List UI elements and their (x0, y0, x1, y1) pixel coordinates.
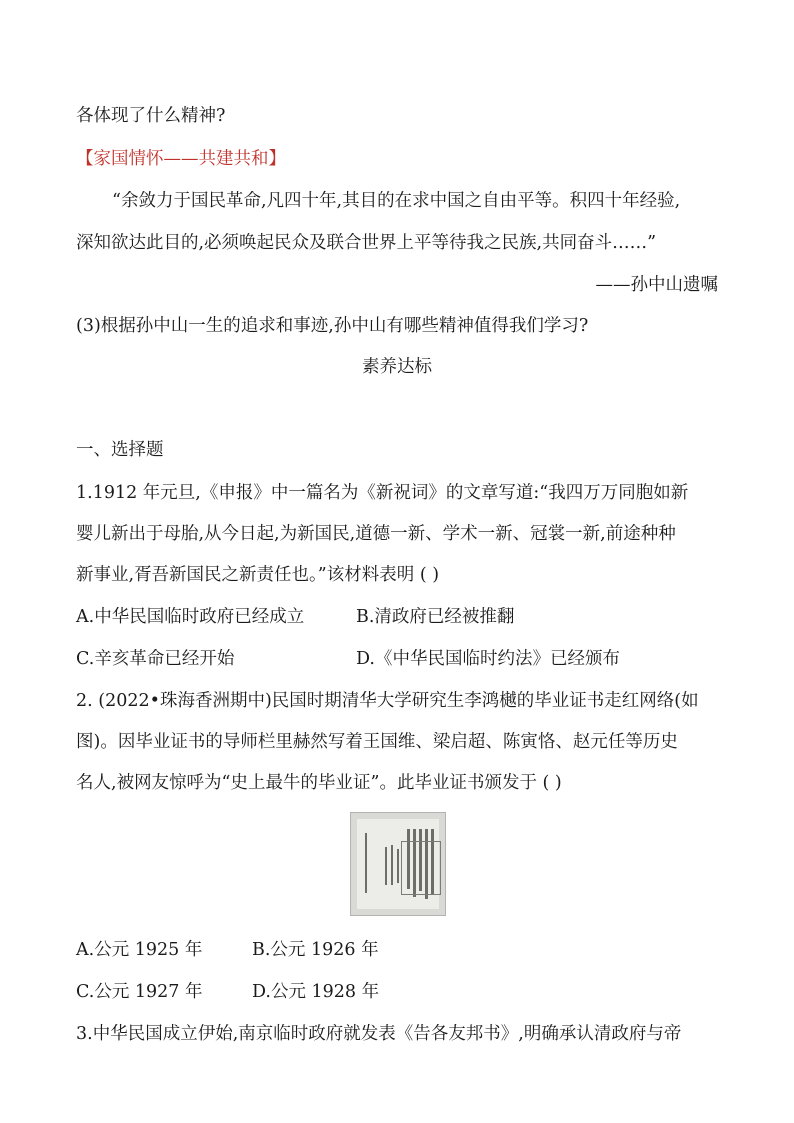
q2-option-a: A.公元 1925 年 (76, 940, 203, 960)
diploma-text-column (391, 845, 393, 885)
section-heading: 素养达标 (362, 357, 432, 377)
q2-option-b: B.公元 1926 年 (252, 940, 379, 960)
q2-option-c: C.公元 1927 年 (76, 982, 203, 1002)
intro-line: 各体现了什么精神? (76, 106, 226, 126)
diploma-paper (357, 819, 439, 909)
diploma-frame (401, 841, 441, 895)
diploma-text-column (385, 847, 387, 885)
diploma-date-column (365, 833, 367, 893)
q3-line-1: 3.中华民国成立伊始,南京临时政府就发表《告各友邦书》,明确承认清政府与帝 (76, 1024, 682, 1044)
q2-line-1: 2. (2022•珠海香洲期中)民国时期清华大学研究生李鸿樾的毕业证书走红网络(如 (76, 691, 699, 711)
quote-line-2: 深知欲达此目的,必须唤起民众及联合世界上平等待我之民族,共同奋斗……” (76, 233, 657, 253)
section-header: 【家国情怀——共建共和】 (76, 149, 286, 169)
q1-option-a: A.中华民国临时政府已经成立 (76, 607, 305, 627)
q1-option-d: D.《中华民国临时约法》已经颁布 (356, 649, 620, 669)
q2-line-2: 图)。因毕业证书的导师栏里赫然写着王国维、梁启超、陈寅恪、赵元任等历史 (76, 732, 678, 752)
quote-line-1: “余敛力于国民革命,凡四十年,其目的在求中国之自由平等。积四十年经验, (112, 191, 681, 211)
q2-option-d: D.公元 1928 年 (252, 982, 380, 1002)
q1-line-1: 1.1912 年元旦,《申报》中一篇名为《新祝词》的文章写道:“我四万万同胞如新 (76, 483, 689, 503)
diploma-image (350, 812, 446, 916)
q2-line-3: 名人,被网友惊呼为“史上最牛的毕业证”。此毕业证书颁发于 ( ) (76, 773, 562, 793)
q1-line-3: 新事业,胥吾新国民之新责任也。”该材料表明 ( ) (76, 565, 440, 585)
q1-option-b: B.清政府已经被推翻 (356, 607, 515, 627)
quote-attribution: ——孙中山遗嘱 (595, 275, 718, 295)
q1-option-c: C.辛亥革命已经开始 (76, 649, 235, 669)
q1-line-2: 婴儿新出于母胎,从今日起,为新国民,道德一新、学术一新、冠裳一新,前途种种 (76, 524, 676, 544)
part-title: 一、选择题 (76, 440, 164, 460)
question-3: (3)根据孙中山一生的追求和事迹,孙中山有哪些精神值得我们学习? (76, 316, 589, 336)
diploma-text-column (397, 849, 399, 883)
